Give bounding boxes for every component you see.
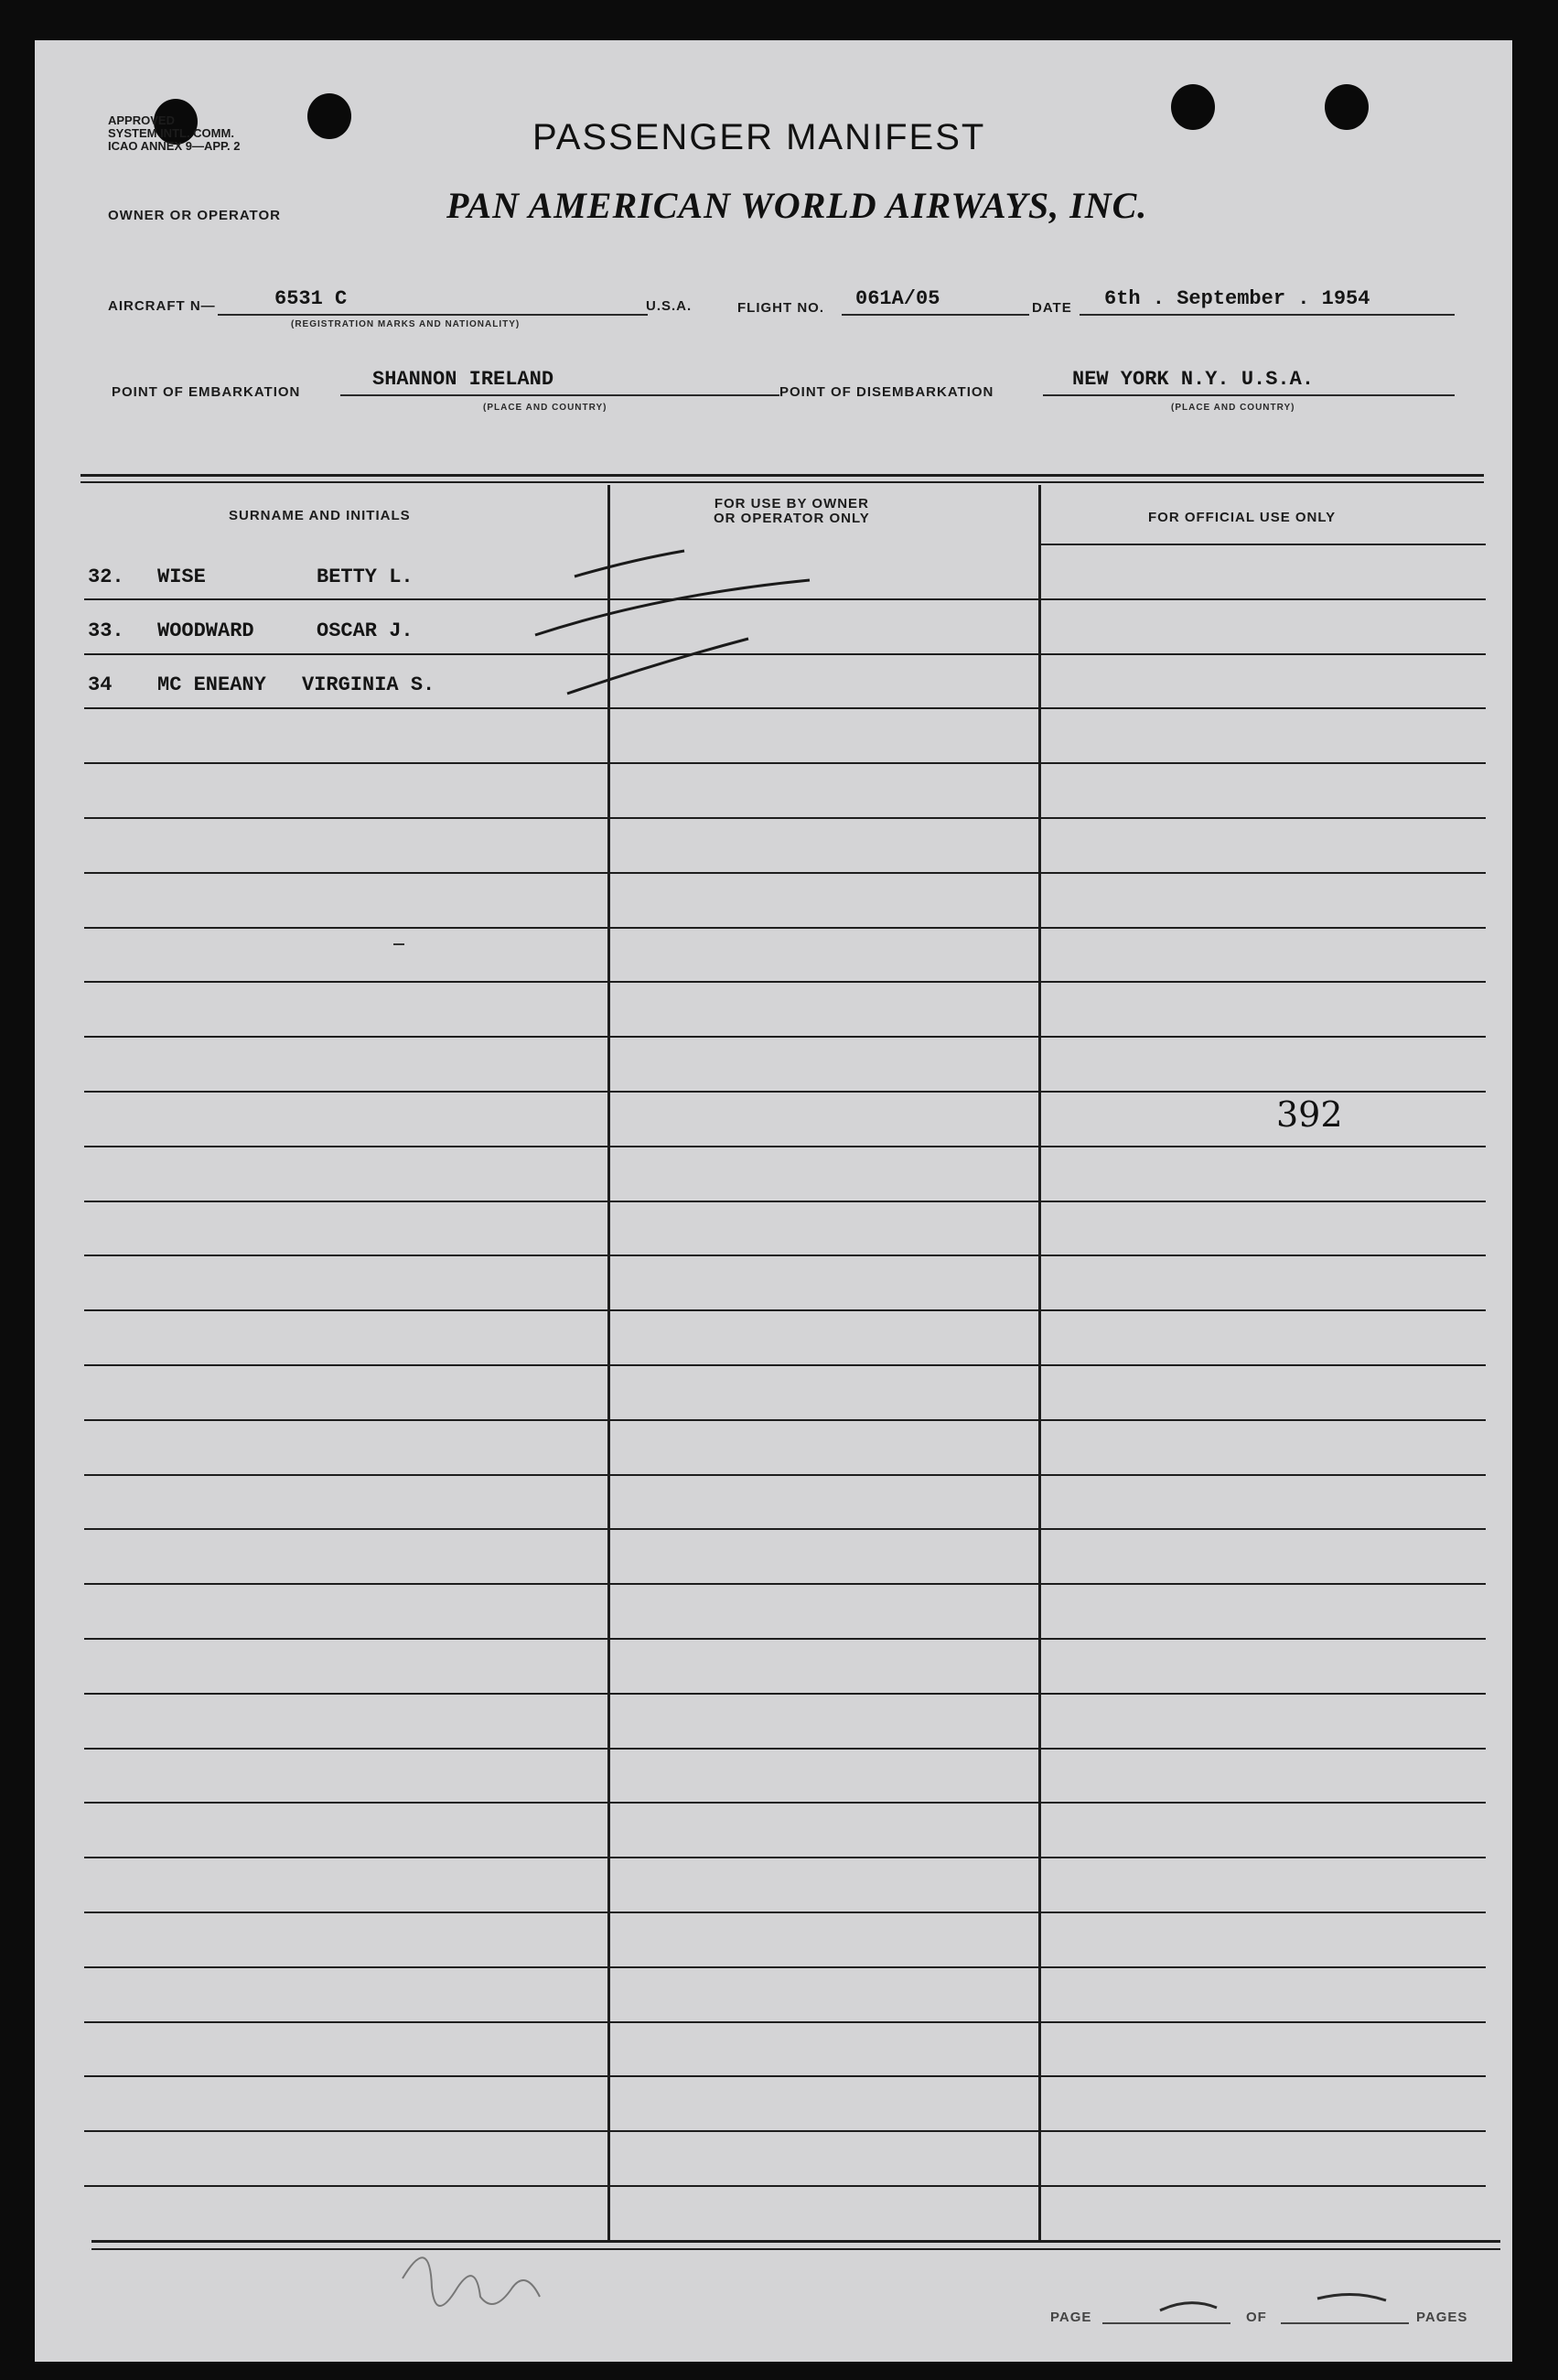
usa-label: U.S.A. bbox=[646, 298, 693, 314]
owner-name: PAN AMERICAN WORLD AIRWAYS, INC. bbox=[446, 185, 1148, 226]
passenger-surname: WOODWARD bbox=[157, 619, 254, 642]
row-number: 33. bbox=[88, 619, 124, 642]
flight-value: 061A/05 bbox=[855, 287, 940, 310]
page-title: PASSENGER MANIFEST bbox=[532, 117, 986, 157]
col-header-operator-line: OR OPERATOR ONLY bbox=[714, 511, 870, 526]
date-label: DATE bbox=[1032, 300, 1072, 316]
col-header-surname: SURNAME AND INITIALS bbox=[229, 508, 411, 523]
disembark-value: NEW YORK N.Y. U.S.A. bbox=[1072, 368, 1315, 391]
embark-label: POINT OF EMBARKATION bbox=[112, 384, 301, 400]
disembark-caption: (PLACE AND COUNTRY) bbox=[1171, 403, 1295, 413]
passenger-given: OSCAR J. bbox=[317, 619, 414, 642]
page-label: PAGE bbox=[1050, 2310, 1092, 2325]
row-number: 32. bbox=[88, 565, 124, 588]
owner-label: OWNER OR OPERATOR bbox=[108, 208, 281, 223]
col-header-operator-line: FOR USE BY OWNER bbox=[714, 496, 869, 512]
passenger-surname: WISE bbox=[157, 565, 206, 588]
official-number: 392 bbox=[1276, 1094, 1343, 1135]
embark-value: SHANNON IRELAND bbox=[372, 368, 554, 391]
signature-scribble bbox=[403, 2257, 540, 2306]
approval-line: APPROVED bbox=[108, 113, 175, 127]
of-label: OF bbox=[1246, 2310, 1267, 2325]
date-value: 6th . September . 1954 bbox=[1104, 287, 1370, 310]
embark-caption: (PLACE AND COUNTRY) bbox=[483, 403, 607, 413]
passenger-given: VIRGINIA S. bbox=[302, 673, 435, 696]
aircraft-caption: (REGISTRATION MARKS AND NATIONALITY) bbox=[291, 319, 521, 329]
aircraft-value: 6531 C bbox=[274, 287, 348, 310]
passenger-surname: MC ENEANY bbox=[157, 673, 266, 696]
approval-line: ICAO ANNEX 9—APP. 2 bbox=[108, 139, 241, 153]
row-number: 34 bbox=[88, 673, 113, 696]
aircraft-label: AIRCRAFT N— bbox=[108, 298, 216, 314]
passenger-given: BETTY L. bbox=[317, 565, 414, 588]
approval-line: SYSTEM INTL. COMM. bbox=[108, 126, 234, 140]
pages-label: PAGES bbox=[1416, 2310, 1468, 2325]
col-header-official: FOR OFFICIAL USE ONLY bbox=[1148, 510, 1337, 525]
flight-label: FLIGHT NO. bbox=[737, 300, 824, 316]
disembark-label: POINT OF DISEMBARKATION bbox=[779, 384, 994, 400]
